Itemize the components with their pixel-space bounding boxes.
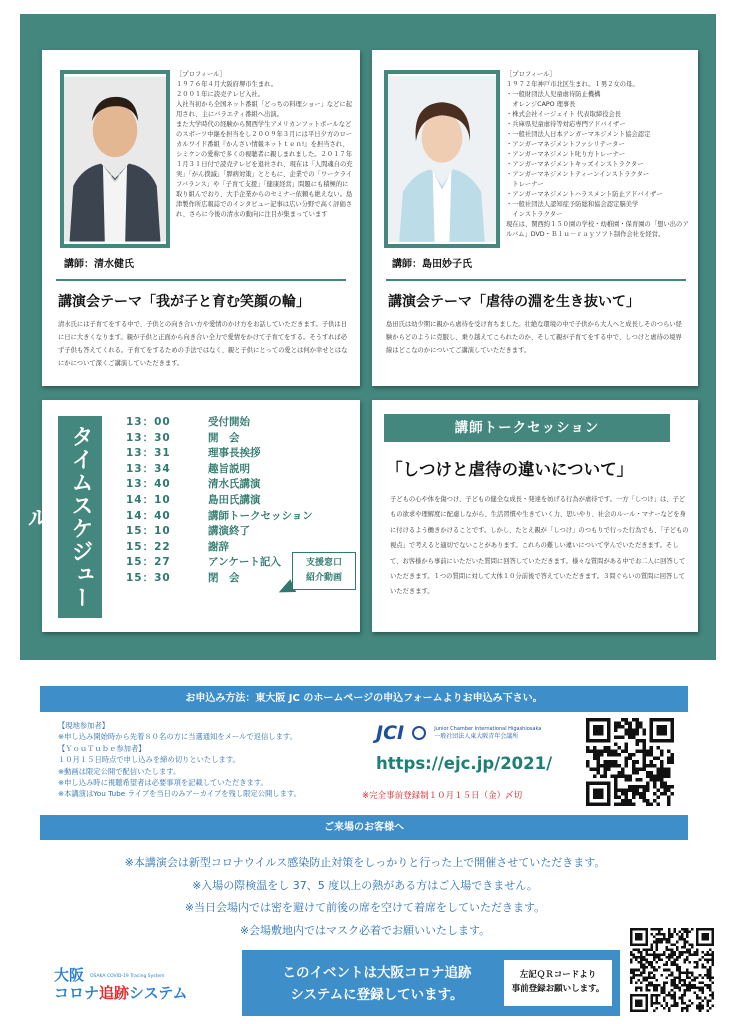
- jci-logo: [376, 722, 541, 744]
- talk-session-card: [372, 400, 698, 632]
- schedule-time: 13：40: [126, 478, 171, 491]
- schedule-time: 13：30: [126, 431, 171, 444]
- jci-emblem-icon: [412, 726, 426, 740]
- schedule-label: 講師トークセッション: [208, 509, 313, 522]
- schedule-time: 14：10: [126, 493, 171, 506]
- speaker-photo-shimizu: [60, 70, 170, 248]
- schedule-row: [126, 508, 313, 524]
- schedule-label: 講演終了: [208, 525, 250, 538]
- tracing-system-banner: [242, 950, 620, 1016]
- support-video-callout: [292, 552, 356, 590]
- schedule-time: 13：34: [126, 462, 171, 475]
- lecture-description-shimizu: 清水氏には子育てをする中で、子供との向き合い方や愛情のかけ方をお話していただきます。子供は日に日に大きくなります。親が子供と正面から向き合い全力で愛情をかけて子育てをする。そうすれば必ず子供も答えてくれる。子育てをするための手法ではなく、親と子供にとっての愛とは何か幸せとはなにかについて深くご講演していただきます。: [58, 321, 348, 367]
- schedule-label: 理事長挨拶: [208, 447, 261, 460]
- banner-line: システムに登録しています。: [290, 987, 464, 1003]
- schedule-row: [126, 445, 313, 461]
- speaker-photo-shimada: [384, 70, 500, 248]
- logo-subtext: OSAKA COVID-19 Tracing System: [90, 974, 165, 979]
- schedule-label: アンケート記入: [208, 556, 281, 569]
- jci-mark: JCI: [376, 722, 405, 744]
- speaker-profile-shimada: ［プロフィール］ １９７２年神戸市北区生まれ。１男２女の母。 ・一般財団法人児童虐待防止機構 オレンジCAPO 理事長 ・株式会社イージェイト 代表取締役会長 ・兵庫県児童虐待等対応専門アドバイザー ・一般社団法人日本アンガーマネジメント協会認定 ・アンガーマネジメントファシリテーター ・アンガーマネジメント叱り方トレーナー ・アンガーマネジメントキッズインストラクター ・アンガーマネジメントティーンインストラクター トレーナー ・アンガーマネジメントハラスメント防止アドバイザー ・一般社団法人認知症予防総和協会認定脳美学 インストラクター 現在は、関西約１５０園の学校・幼稚園・保育園の「想い出のアルバム」DVD・Ｂｌｕ－ｒａｙソフト制作会社を経営。: [506, 71, 689, 238]
- schedule-row: [126, 414, 313, 430]
- note-line: ※申し込み時に視聴希望者は必要事項を記載していただきます。: [58, 778, 268, 788]
- rule-line: ※会場敷地内ではマスク必着でお願いいたします。: [239, 923, 491, 937]
- logo-text: [54, 982, 188, 1003]
- schedule-row: [126, 430, 313, 446]
- lecture-description-shimada: 島田氏は幼少期に親から虐待を受け育ちました。壮絶な環境の中で子供から大人へと成長しそのつらい経験からどのように克服し、乗り越えてこられたのか、そして親が子育てをする中で、しつけと虐待の境界線はどこなのかについてご講演していただきます。: [386, 321, 682, 354]
- schedule-row: [126, 461, 313, 477]
- talk-session-theme: 「しつけと虐待の違いについて」: [386, 460, 634, 479]
- schedule-label: 受付開始: [208, 416, 250, 428]
- tracing-system-qr-code-icon[interactable]: [630, 928, 714, 1012]
- schedule-label: 開 会: [208, 431, 240, 444]
- note-line: ※本講演はYou Tube ライブを当日のみアーカイブを残し限定公開します。: [58, 789, 301, 799]
- registration-qr-code-icon[interactable]: [584, 718, 676, 806]
- note-line: ※動画は限定公開で配信いたします。: [58, 766, 181, 776]
- schedule-row: [126, 539, 313, 555]
- osaka-corona-system-logo: [54, 964, 214, 1006]
- schedule-row: [126, 523, 313, 539]
- schedule-label: 島田氏講演: [208, 493, 261, 506]
- speaker-card-shimizu: [42, 50, 360, 386]
- schedule-time: 15：27: [126, 556, 171, 569]
- schedule-label: 閉 会: [208, 571, 240, 584]
- note-line: １０月１５日時点で申し込みを締め切りといたします。: [58, 755, 240, 765]
- application-notes: [58, 720, 348, 800]
- schedule-time: 14：40: [126, 509, 171, 522]
- schedule-time: 13：31: [126, 447, 171, 460]
- logo-text-part: コロナ: [54, 984, 100, 1002]
- note-line: 【ＹｏｕＴｕｂｅ参加者】: [58, 743, 146, 753]
- registration-url-link[interactable]: https://ejc.jp/2021/: [376, 754, 553, 773]
- schedule-time: 15：30: [126, 571, 171, 584]
- speaker-name-shimizu: 講師：清水健氏: [64, 259, 134, 270]
- schedule-list: [126, 414, 313, 586]
- jci-name-ja: 一般社団法人東大阪青年会議所: [434, 733, 519, 740]
- schedule-label: 趣旨説明: [208, 462, 250, 475]
- schedule-time: 15：22: [126, 540, 171, 553]
- schedule-row: [126, 476, 313, 492]
- logo-text: 大阪: [54, 966, 85, 984]
- speaker-card-shimada: [372, 50, 698, 386]
- rule-line: ※本講演会は新型コロナウイルス感染防止対策をしっかりと行った上で開催させていただきます。: [124, 856, 606, 869]
- divider: [56, 279, 346, 281]
- application-method-bar: お申込み方法：東大阪 JC のホームページの申込フォームよりお申込み下さい。: [40, 686, 688, 712]
- rule-line: ※当日会場内では密を避けて前後の席を空けて着席をしていただきます。: [184, 901, 546, 914]
- jci-name-en: Junior Chamber International Higashiosaka: [434, 726, 542, 732]
- note-line: 左記ＱＲコードより: [519, 970, 597, 980]
- schedule-time: 13：00: [126, 416, 171, 428]
- note-line: 事前登録お願いします。: [511, 984, 605, 994]
- schedule-row: [126, 492, 313, 508]
- schedule-time: 15：10: [126, 525, 171, 538]
- time-schedule-card: [24, 400, 360, 632]
- note-line: 【現地参加者】: [58, 721, 110, 730]
- lecture-theme-shimada: 講演会テーマ「虐待の淵を生き抜いて」: [388, 294, 640, 310]
- rule-line: ※入場の際検温をし 37、5 度以上の熱がある方はご入場できません。: [192, 878, 538, 892]
- schedule-heading: タイムスケジュール: [58, 416, 102, 618]
- logo-text-part: 追跡: [99, 984, 130, 1002]
- callout-line: 支援窓口: [305, 558, 342, 568]
- talk-session-description: 子どもの心や体を傷つけ、子どもの健全な成長・発達を妨げる行為が虐待です。一方「しつけ」は、子どもの欲求や理解度に配慮しながら、生活習慣や生きていく力、思いやり、社会のルール・マナーなどを身に付けるよう働きかけることです。しかし、たとえ親が「しつけ」のつもりで行った行為でも、「子どもの視点」で考えると適切でないことがあります。これらの難しい違いについて学んでいただきます。そして、お客様から事前にいただいた質問に回答していただきます。様々な質問がある中でお二人に回答していただきます。１つの質問に対して大体１０分前後で答えていただきます。３問ぐらいの質問に回答していただきます。: [390, 496, 689, 596]
- speaker-name-shimada: 講師：島田妙子氏: [392, 259, 472, 270]
- visitor-notice-bar: ご来場のお客様へ: [40, 815, 688, 840]
- banner-line: このイベントは大阪コロナ追跡: [282, 965, 472, 981]
- talk-session-title: 講師トークセッション: [384, 414, 670, 442]
- schedule-row: [126, 554, 313, 570]
- divider: [386, 279, 686, 281]
- banner-text: [252, 962, 502, 1006]
- schedule-label: 謝辞: [208, 540, 229, 553]
- lecture-theme-shimizu: 講演会テーマ「我が子と育む笑顔の輪」: [58, 294, 310, 310]
- callout-line: 紹介動画: [305, 573, 342, 583]
- registration-deadline: ※完全事前登録制１０月１５日（金）〆切: [362, 791, 523, 801]
- qr-registration-note: [504, 960, 612, 1006]
- schedule-label: 清水氏講演: [208, 478, 261, 491]
- speaker-profile-shimizu: ［プロフィール］ １９７６年４月大阪府堺市生まれ。 ２００１年に読売テレビ入社。 入社当初から全国ネット番組「どっちの料理ショー」などに起用され、主にバラエティ番組へ出演。 また大学時代の経験から関西学生アメリカンフットボールなどのスポーツ中継を担当をし２００９年３月には平日夕方のローカルワイド番組『かんさい情報ネットｔｅｎ!』を担当され、シミケンの愛称で多くの視聴者に親しまれました。２０１７年１月３１日付で読売テレビを退社され、現在は「人間魂自の充実」「がん撲滅」「膵病対策」とともに、企業での「ワークライフバランス」や「子育て支援」「健康経営」問題にも積極的に取り組んでおり、大手企業からのセミナー依頼も絶えない。島津製作所広報誌でのインタビュー記事は広い分野で高く評価され、さらに今後の清水の動向に注目が集まっています: [176, 71, 353, 218]
- visitor-rules: [0, 852, 730, 942]
- note-line: ※申し込み開始時から先着８０名の方に当選通知をメールで返信します。: [58, 732, 297, 742]
- logo-text-part: システム: [129, 984, 188, 1002]
- jci-name: [434, 726, 541, 740]
